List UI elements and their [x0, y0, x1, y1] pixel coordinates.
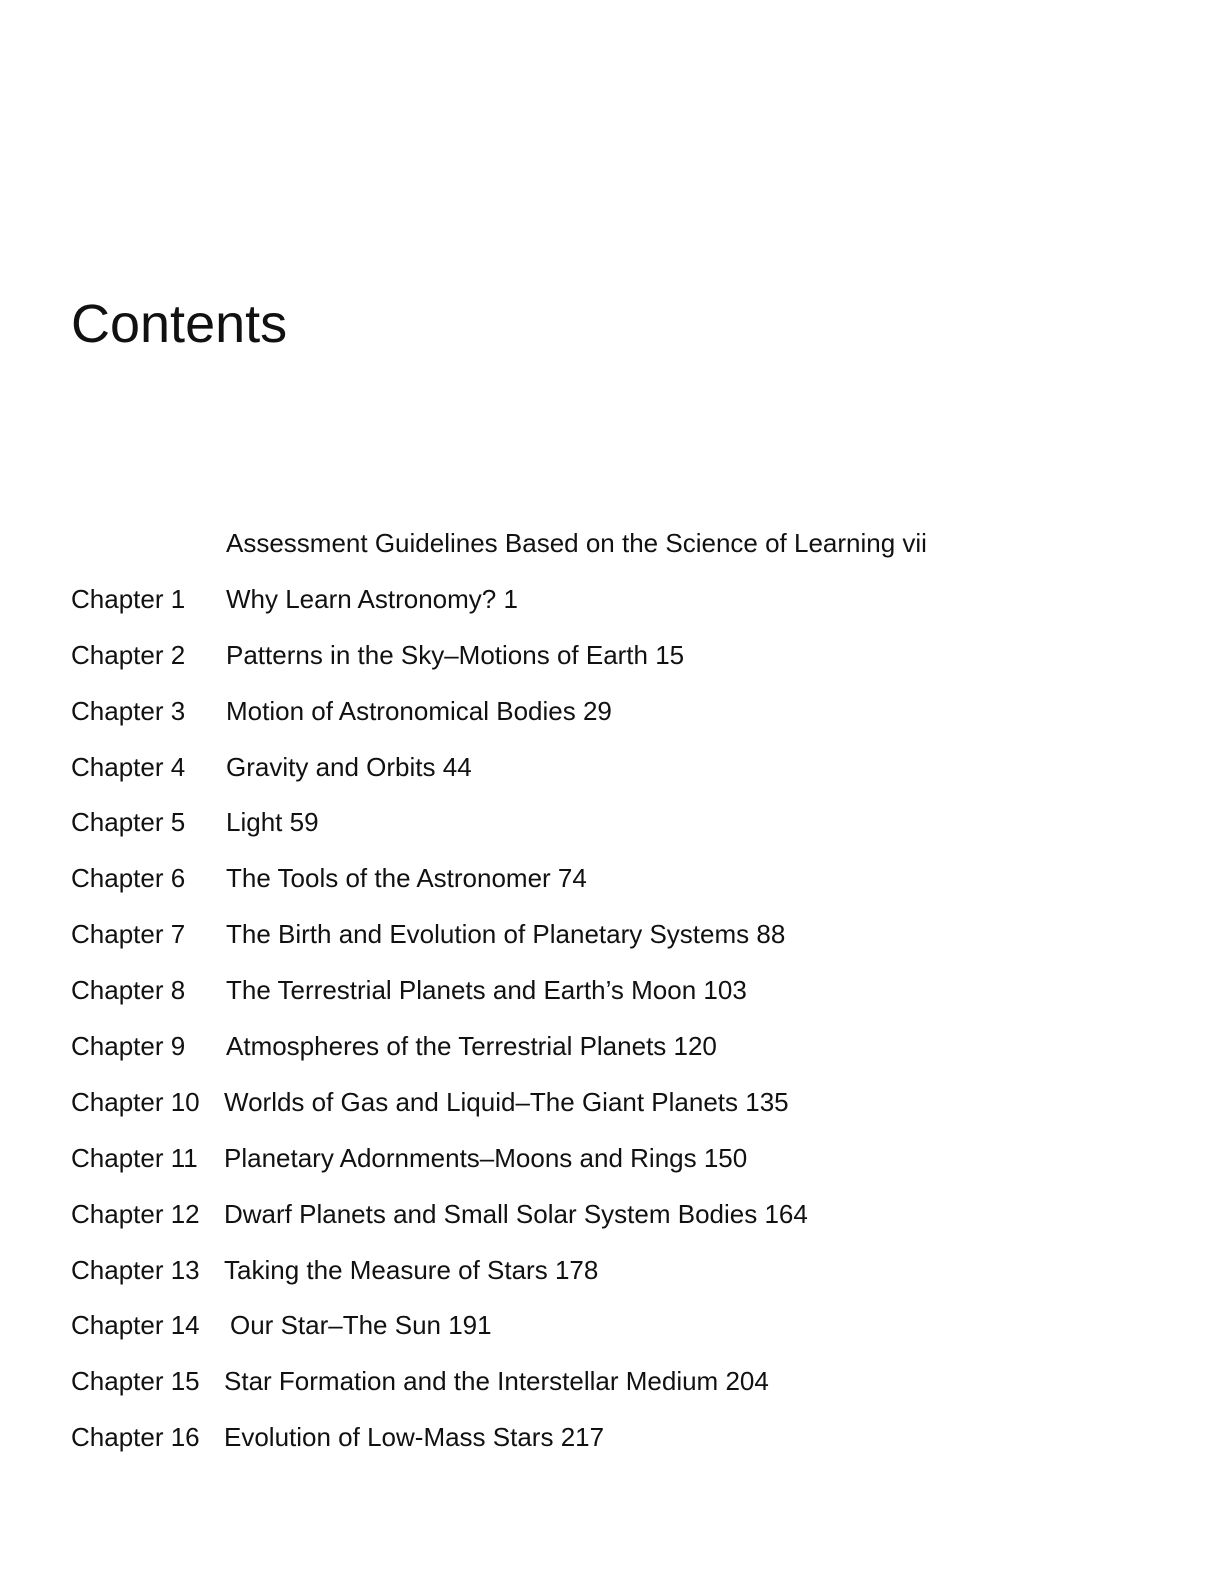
toc-entry-title: The Tools of the Astronomer 74 — [226, 863, 587, 894]
toc-entry-label: Chapter 15 — [71, 1366, 200, 1397]
toc-entry-label: Chapter 12 — [71, 1198, 200, 1229]
page-title: Contents — [71, 294, 288, 354]
toc-entry-label: Chapter 7 — [71, 919, 186, 950]
toc-entry-title: Taking the Measure of Stars 178 — [224, 1254, 599, 1285]
toc-entry-title: Patterns in the Sky–Motions of Earth 15 — [226, 639, 685, 670]
toc-entry-chapter-2[interactable] — [71, 637, 1171, 693]
toc-entry-title: Light 59 — [226, 807, 319, 838]
toc-entry-title: Assessment Guidelines Based on the Science of Learning vii — [226, 528, 927, 558]
toc-entry-label: Chapter 2 — [71, 639, 186, 670]
toc-entry-chapter-6[interactable] — [71, 860, 1171, 916]
toc-entry-label: Chapter 6 — [71, 863, 186, 894]
toc-entry-chapter-7[interactable] — [71, 916, 1171, 972]
table-of-contents — [71, 525, 1171, 1475]
toc-entry-label: Chapter 4 — [71, 751, 186, 782]
toc-entry-title: Atmospheres of the Terrestrial Planets 120 — [226, 1031, 717, 1062]
toc-entry-chapter-16[interactable] — [71, 1419, 1171, 1475]
toc-entry-label: Chapter 9 — [71, 1031, 186, 1062]
toc-entry-title: Planetary Adornments–Moons and Rings 150 — [224, 1142, 748, 1173]
toc-entry-title: Dwarf Planets and Small Solar System Bodies 164 — [224, 1198, 808, 1229]
toc-entry-chapter-5[interactable] — [71, 804, 1171, 860]
toc-entry-chapter-8[interactable] — [71, 972, 1171, 1028]
toc-entry-label: Chapter 8 — [71, 975, 186, 1006]
toc-entry-title: Our Star–The Sun 191 — [230, 1310, 492, 1341]
toc-entry-chapter-10[interactable] — [71, 1084, 1171, 1140]
toc-entry-chapter-1[interactable] — [71, 581, 1171, 637]
toc-entry-title: The Birth and Evolution of Planetary Systems 88 — [226, 919, 786, 950]
toc-entry-label: Chapter 3 — [71, 695, 186, 726]
toc-entry-chapter-4[interactable] — [71, 749, 1171, 805]
toc-entry-label: Chapter 13 — [71, 1254, 200, 1285]
toc-entry-label: Chapter 14 — [71, 1310, 200, 1341]
toc-entry-title: Motion of Astronomical Bodies 29 — [226, 695, 612, 726]
toc-entry-chapter-11[interactable] — [71, 1140, 1171, 1196]
toc-entry-title: Gravity and Orbits 44 — [226, 751, 472, 782]
toc-entry-chapter-15[interactable] — [71, 1363, 1171, 1419]
toc-entry-label: Chapter 10 — [71, 1086, 200, 1117]
toc-entry-label: Chapter 1 — [71, 583, 186, 614]
toc-entry-chapter-13[interactable] — [71, 1252, 1171, 1308]
toc-entry-title: Why Learn Astronomy? 1 — [226, 583, 518, 614]
toc-entry-chapter-9[interactable] — [71, 1028, 1171, 1084]
toc-entry-title: The Terrestrial Planets and Earth’s Moon 103 — [226, 975, 747, 1006]
toc-entry-chapter-12[interactable] — [71, 1196, 1171, 1252]
toc-entry-chapter-3[interactable] — [71, 693, 1171, 749]
toc-entry-title: Star Formation and the Interstellar Medium 204 — [224, 1366, 769, 1397]
toc-entry-front-matter[interactable] — [71, 525, 1171, 581]
toc-entry-label: Chapter 16 — [71, 1422, 200, 1453]
toc-entry-title: Worlds of Gas and Liquid–The Giant Planets 135 — [224, 1086, 789, 1117]
toc-entry-chapter-14[interactable] — [71, 1307, 1171, 1363]
toc-entry-label: Chapter 11 — [71, 1142, 198, 1173]
toc-entry-label: Chapter 5 — [71, 807, 186, 838]
toc-entry-title: Evolution of Low-Mass Stars 217 — [224, 1422, 605, 1453]
